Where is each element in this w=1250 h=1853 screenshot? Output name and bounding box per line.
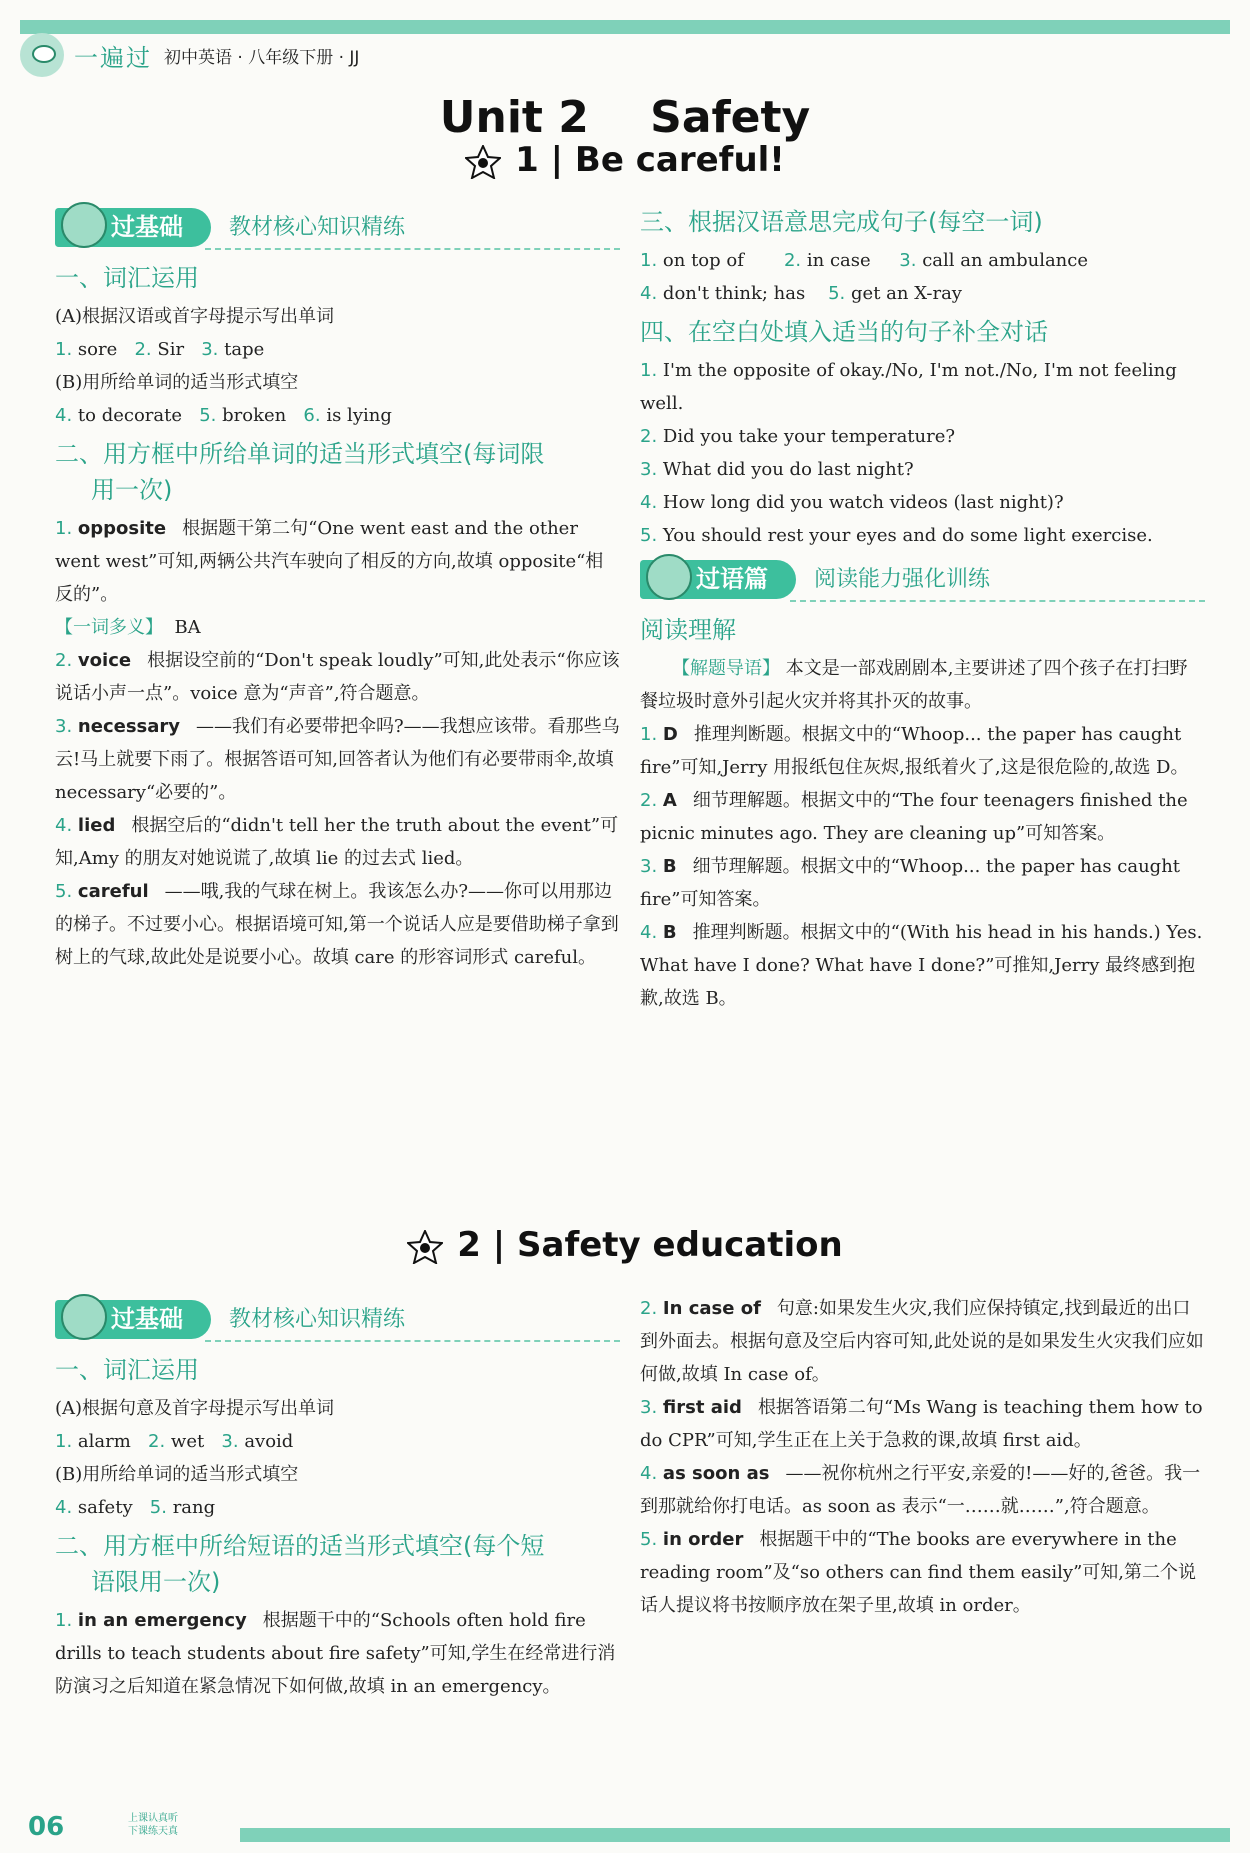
banner-divider: [790, 600, 1205, 602]
explanation-item: 5. careful ——哦,我的气球在树上。我该怎么办?——你可以用那边的梯子。不过要小心。根据语境可知,第一个说话人应是要借助梯子拿到树上的气球,故此处是说要小心。故填 care 的形容词形式 careful。: [55, 881, 619, 968]
banner-subtitle: 教材核心知识精练: [229, 1306, 406, 1332]
explanation-item: 1. D 推理判断题。根据文中的“Whoop... the paper has caught fire”可知,Jerry 用报纸包住灰烬,报纸着火了,这是很危险的,故选 D。: [640, 724, 1189, 778]
banner-pill: 过基础: [55, 1300, 211, 1339]
explanation-item: 1. opposite 根据题干第二句“One went east and the other went west”可知,两辆公共汽车驶向了相反的方向,故填 opposite“相反的”。: [55, 518, 604, 605]
answer-row: 1. on top of 2. in case 3. call an ambulance: [640, 250, 1089, 271]
explanation-item: 4. lied 根据空后的“didn't tell her the truth about the event”可知,Amy 的朋友对她说谎了,故填 lie 的过去式 lied。: [55, 815, 619, 869]
section-banner: [55, 204, 620, 250]
dialogue-answer: 1. I'm the opposite of okay./No, I'm not./No, I'm not feeling well.: [640, 360, 1177, 414]
reading-guide: 【解题导语】 本文是一部戏剧剧本,主要讲述了四个孩子在打扫野餐垃圾时意外引起火灾并将其扑灭的故事。: [640, 658, 1188, 712]
multi-meaning-item: 【一词多义】 BA: [55, 617, 201, 638]
banner-subtitle: 阅读能力强化训练: [814, 566, 991, 592]
explanation-item: 3. necessary ——我们有必要带把伞吗?——我想应该带。看那些乌云!马上就要下雨了。根据答语可知,回答者认为他们有必要带雨伞,故填 necessary“必要的”。: [55, 716, 620, 803]
bottom-bar: [240, 1828, 1230, 1842]
explanation-item: 5. in order 根据题干中的“The books are everywhere in the reading room”及“so others can find them easily”可知,第二个说话人提议将书按顺序放在架子里,故填 in order。: [640, 1529, 1196, 1616]
explanation-item: 3. first aid 根据答语第二句“Ms Wang is teaching them how to do CPR”可知,学生正在上关于急救的课,故填 first aid。: [640, 1397, 1203, 1451]
lesson-2-title: [0, 1225, 1250, 1265]
instruction: (B)用所给单词的适当形式填空: [55, 1464, 299, 1485]
section-banner: [640, 556, 1205, 602]
lesson-1-title-text: 1 | Be careful!: [515, 140, 785, 180]
lesson-2-title-text: 2 | Safety education: [457, 1225, 843, 1265]
explanation-item: 4. B 推理判断题。根据文中的“(With his head in his hands.) Yes. What have I done? What have I done?”可推知,Jerry 最终感到抱歉,故选 B。: [640, 922, 1203, 1009]
lesson-1-title: [0, 140, 1250, 180]
dialogue-answer: 3. What did you do last night?: [640, 459, 914, 480]
banner-pill: 过基础: [55, 208, 211, 247]
explanation-item: 2. voice 根据设空前的“Don't speak loudly”可知,此处表示“你应该说话小声一点”。voice 意为“声音”,符合题意。: [55, 650, 620, 704]
lesson-2-left-column: [55, 1292, 620, 1703]
lesson-2-right-column: [640, 1292, 1205, 1622]
section-heading: 阅读理解: [640, 616, 736, 644]
explanation-item: 2. In case of 句意:如果发生火灾,我们应保持镇定,找到最近的出口到外面去。根据句意及空后内容可知,此处说的是如果发生火灾我们应如何做,故填 In case of。: [640, 1298, 1204, 1385]
unit-title: Unit 2 Safety: [439, 92, 811, 143]
explanation-item: 2. A 细节理解题。根据文中的“The four teenagers finished the picnic minutes ago. They are cleaning up”可知答案。: [640, 790, 1188, 844]
page-header: [20, 34, 359, 76]
section-heading: 二、用方框中所给短语的适当形式填空(每个短 语限用一次): [55, 1532, 545, 1596]
page-number: 06: [28, 1812, 65, 1842]
section-heading: 一、词汇运用: [55, 1356, 199, 1384]
answer-row: 4. safety 5. rang: [55, 1497, 216, 1518]
brand-name: 一遍过: [74, 43, 152, 72]
banner-pill: 过语篇: [640, 560, 796, 599]
section-heading: 四、在空白处填入适当的句子补全对话: [640, 318, 1048, 346]
dialogue-answer: 2. Did you take your temperature?: [640, 426, 956, 447]
section-heading: 一、词汇运用: [55, 264, 199, 292]
answer-row: 1. alarm 2. wet 3. avoid: [55, 1431, 294, 1452]
explanation-item: 1. in an emergency 根据题干中的“Schools often hold fire drills to teach students about fire safety”可知,学生在经常进行消防演习之后知道在紧急情况下如何做,故填 in an emergency。: [55, 1610, 616, 1697]
dialogue-answer: 4. How long did you watch videos (last night)?: [640, 492, 1064, 513]
dialogue-answer: 5. You should rest your eyes and do some light exercise.: [640, 525, 1153, 546]
instruction: (B)用所给单词的适当形式填空: [55, 372, 299, 393]
top-bar: [20, 20, 1230, 34]
footer-motto: 上课认真听 下课练天真: [128, 1813, 178, 1837]
section-heading: 二、用方框中所给单词的适当形式填空(每词限 用一次): [55, 440, 545, 504]
section-heading: 三、根据汉语意思完成句子(每空一词): [640, 208, 1043, 236]
banner-divider: [205, 1340, 620, 1342]
explanation-item: 3. B 细节理解题。根据文中的“Whoop... the paper has caught fire”可知答案。: [640, 856, 1181, 910]
instruction: (A)根据句意及首字母提示写出单词: [55, 1398, 335, 1419]
explanation-item: 4. as soon as ——祝你杭州之行平安,亲爱的!——好的,爸爸。我一到那就给你打电话。as soon as 表示“一……就……”,符合题意。: [640, 1463, 1201, 1517]
banner-divider: [205, 248, 620, 250]
answer-row: 4. to decorate 5. broken 6. is lying: [55, 405, 392, 426]
section-banner: [55, 1296, 620, 1342]
star-icon: [465, 145, 501, 179]
mascot-logo-icon: [20, 33, 64, 77]
lesson-1-right-column: [640, 200, 1205, 1015]
book-breadcrumb: 初中英语 · 八年级下册 · JJ: [164, 47, 360, 68]
banner-subtitle: 教材核心知识精练: [229, 214, 406, 240]
instruction: (A)根据汉语或首字母提示写出单词: [55, 306, 335, 327]
lesson-1-left-column: [55, 200, 620, 974]
answer-row: 4. don't think; has 5. get an X-ray: [640, 283, 962, 304]
answer-row: 1. sore 2. Sir 3. tape: [55, 339, 265, 360]
star-icon: [407, 1230, 443, 1264]
